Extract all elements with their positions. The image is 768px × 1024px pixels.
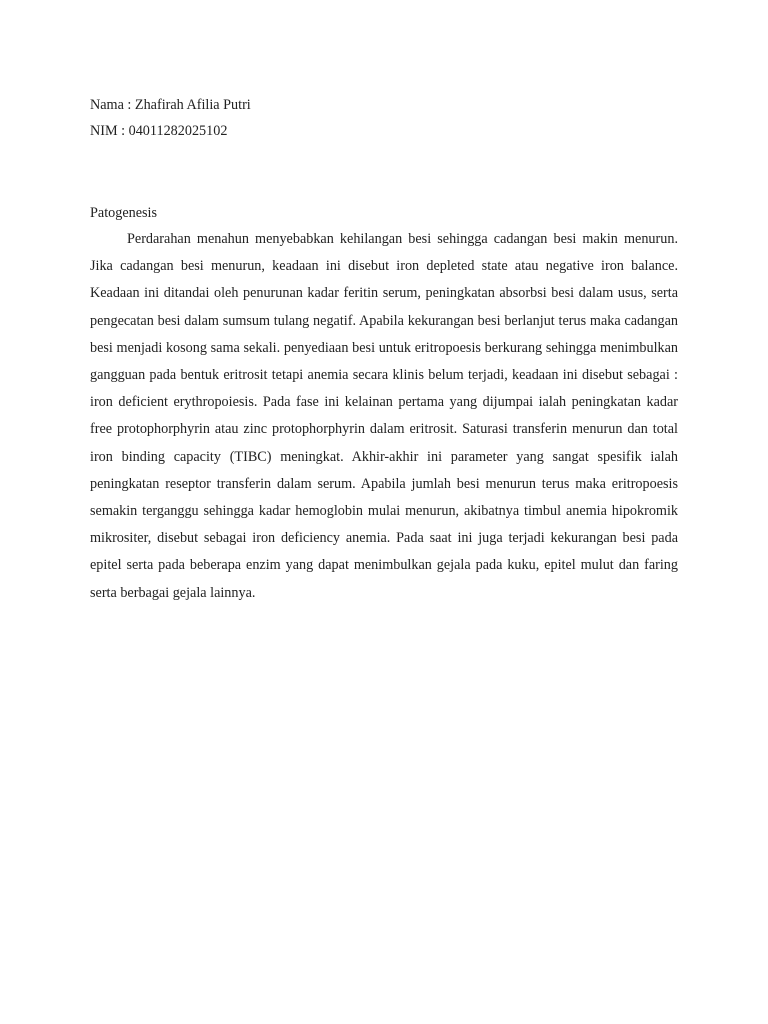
document-content bbox=[90, 92, 678, 607]
section-title: Patogenesis bbox=[90, 205, 157, 221]
student-name: Nama : Zhafirah Afilia Putri bbox=[90, 97, 251, 113]
body-paragraph: Perdarahan menahun menyebabkan kehilangan besi sehingga cadangan besi makin menurun. Jika cadangan besi menurun, keadaan ini disebut iron depleted state atau negative iron balance. Keadaan ini ditandai oleh penurunan kadar feritin serum, peningkatan absorbsi besi dalam usus, serta pengecatan besi dalam sumsum tulang negatif. Apabila kekurangan besi berlanjut terus maka cadangan besi menjadi kosong sama sekali. penyediaan besi untuk eritropoesis berkurang sehingga menimbulkan gangguan pada bentuk eritrosit tetapi anemia secara klinis belum terjadi, keadaan ini disebut sebagai : iron deficient erythropoiesis. Pada fase ini kelainan pertama yang dijumpai ialah peningkatan kadar free protophorphyrin atau zinc protophorphyrin dalam eritrosit. Saturasi transferin menurun dan total iron binding capacity (TIBC) meningkat. Akhir-akhir ini parameter yang sangat spesifik ialah peningkatan reseptor transferin dalam serum. Apabila jumlah besi menurun terus maka eritropoesis semakin terganggu sehingga kadar hemoglobin mulai menurun, akibatnya timbul anemia hipokromik mikrositer, disebut sebagai iron deficiency anemia. Pada saat ini juga terjadi kekurangan besi pada epitel serta pada beberapa enzim yang dapat menimbulkan gejala pada kuku, epitel mulut dan faring serta berbagai gejala lainnya. bbox=[90, 231, 678, 601]
student-nim: NIM : 04011282025102 bbox=[90, 123, 228, 139]
